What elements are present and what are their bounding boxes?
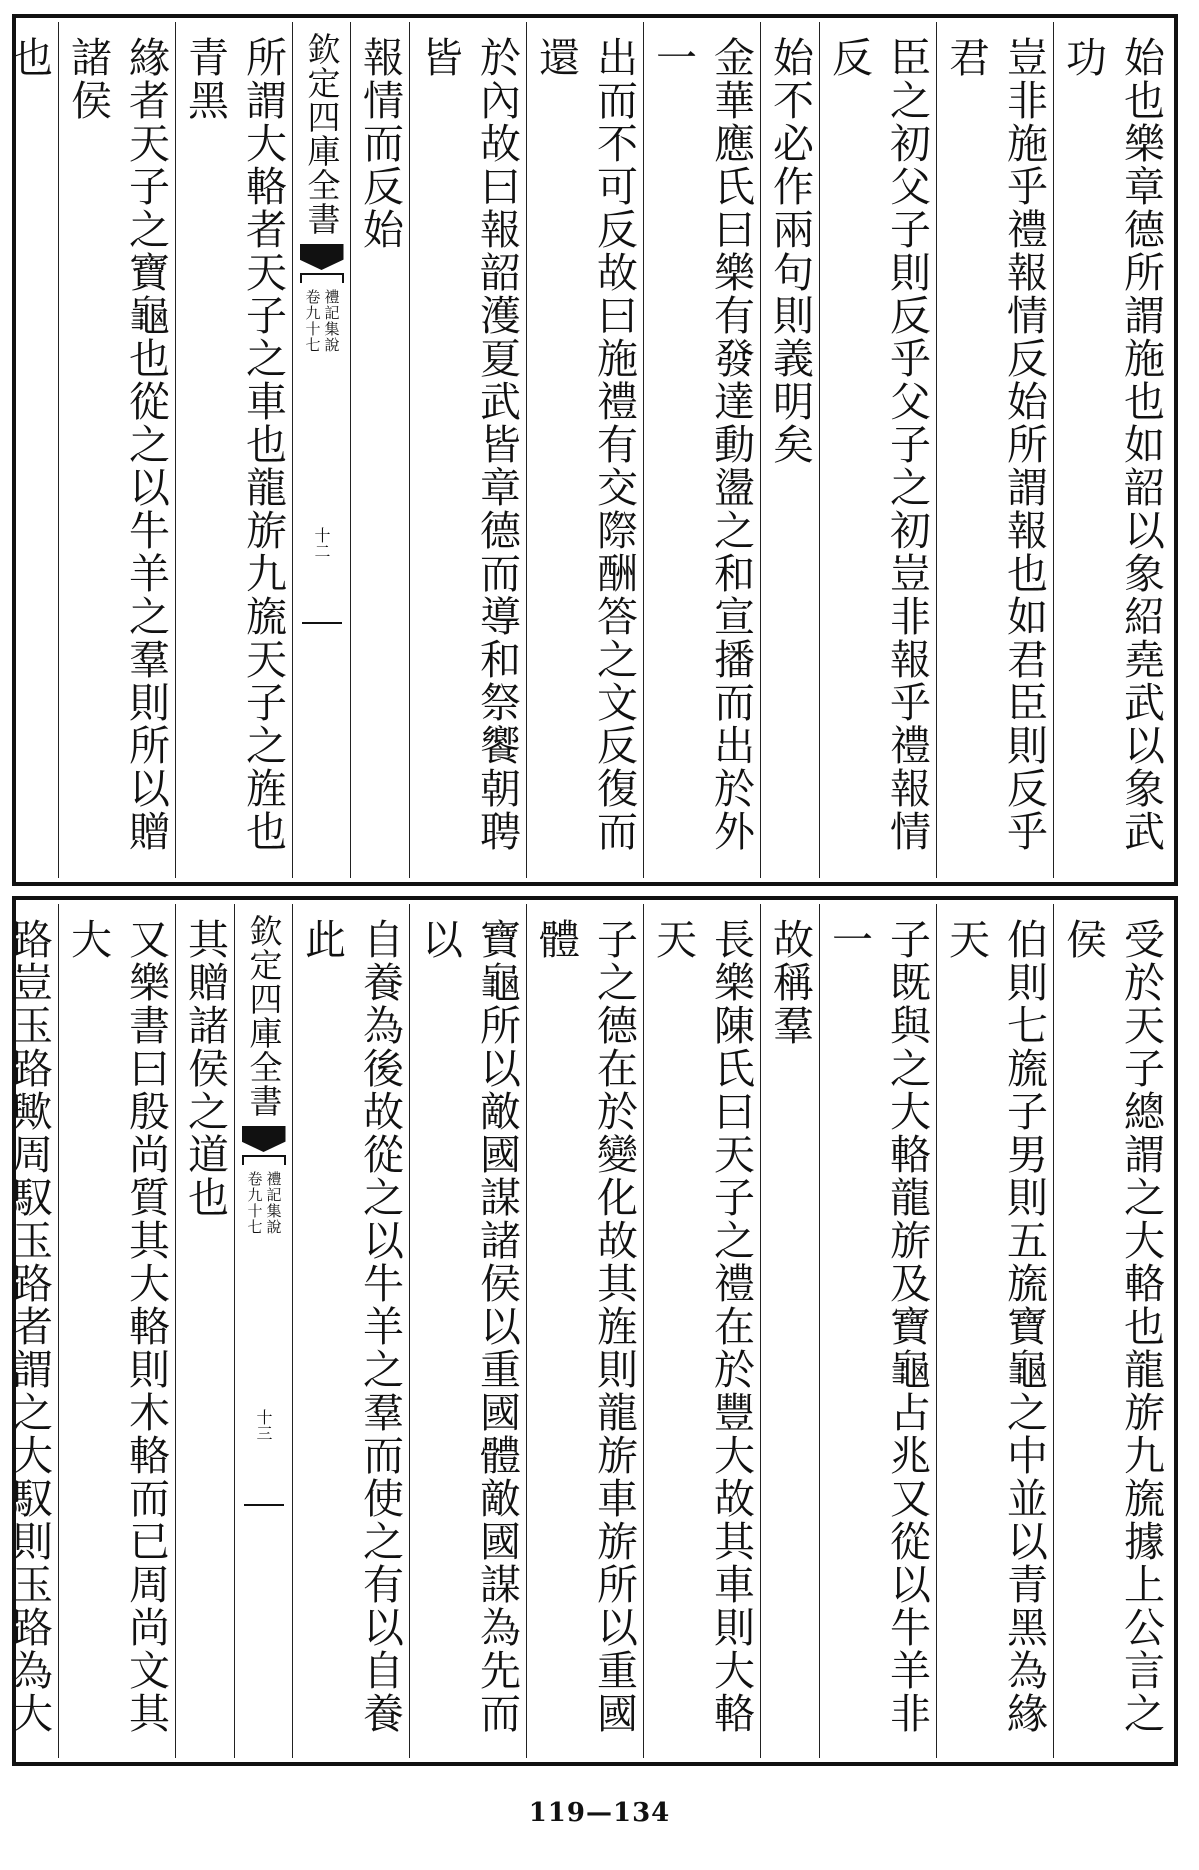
text-column: 豈非施乎禮報情反始所謂報也如君臣則反乎君	[936, 22, 1053, 878]
text-column: 故稱羣	[760, 904, 819, 1758]
text-column: 出而不可反故曰施禮有交際酬答之文反復而還	[526, 22, 643, 878]
text-column: 於內故曰報韶濩夏武皆章德而導和祭饗朝聘皆	[409, 22, 526, 878]
fish-tail-ornament	[300, 244, 344, 270]
text-column: 始也樂章德所謂施也如韶以象紹堯武以象武功	[1053, 22, 1170, 878]
text-column: 臣之初父子則反乎父子之初豈非報乎禮報情反	[819, 22, 936, 878]
text-column: 所謂大輅者天子之車也龍旂九旒天子之旌也青黑	[175, 22, 292, 878]
text-column: 伯則七旒子男則五旒寶龜之中並以青黑為緣天	[936, 904, 1053, 1758]
text-column: 始不必作兩句則義明矣	[760, 22, 819, 878]
spine-subtitle-block	[246, 1171, 282, 1235]
page-spine	[292, 22, 350, 878]
bottom-page	[5, 896, 1178, 1766]
top-page	[5, 14, 1178, 886]
text-column: 長樂陳氏曰天子之禮在於豐大故其車則大輅天	[643, 904, 760, 1758]
text-column: 金華應氏曰樂有發達動盪之和宣播而出於外一	[643, 22, 760, 878]
text-column: 報情而反始	[350, 22, 409, 878]
spine-page-number: 十二	[312, 527, 331, 559]
page-spine	[234, 904, 292, 1758]
spine-page-number: 十三	[254, 1409, 273, 1441]
text-column: 又樂書曰殷尚質其大輅則木輅而已周尚文其大	[58, 904, 175, 1758]
text-column: 自養為後故從之以牛羊之羣而使之有以自養此	[292, 904, 409, 1758]
fish-tail-ornament-lower	[242, 1155, 286, 1165]
spine-book-title: 欽定四庫全書	[244, 914, 284, 1118]
spine-volume: 卷九十七	[245, 1171, 264, 1235]
fish-tail-ornament-lower	[300, 273, 344, 283]
text-column: 子之德在於變化故其旌則龍旂車旂所以重國體	[526, 904, 643, 1758]
spine-sub-title: 禮記集說	[264, 1171, 283, 1235]
page-label: 119—134	[528, 1798, 671, 1828]
fish-tail-ornament	[242, 1126, 286, 1152]
text-column: 子既與之大輅龍旂及寶龜占兆又從以牛羊非一	[819, 904, 936, 1758]
top-columns	[5, 22, 1170, 878]
spine-sub-title: 禮記集說	[322, 289, 341, 353]
text-column: 受於天子總謂之大輅也龍旂九旒據上公言之侯	[1053, 904, 1170, 1758]
text-column: 緣者天子之寶龜也從之以牛羊之羣則所以贈諸侯	[58, 22, 175, 878]
text-column: 路豈玉路歟周馭玉路者謂之大馭則玉路為大	[0, 904, 58, 1758]
spine-divider	[302, 622, 342, 624]
spine-volume: 卷九十七	[303, 289, 322, 353]
text-column: 其贈諸侯之道也	[175, 904, 234, 1758]
spine-book-title: 欽定四庫全書	[302, 32, 342, 236]
spine-divider	[244, 1504, 284, 1506]
bottom-columns	[5, 904, 1170, 1758]
spine-subtitle-block	[304, 289, 340, 353]
text-column: 寶龜所以敵國謀諸侯以重國體敵國謀為先而以	[409, 904, 526, 1758]
text-column: 也	[0, 22, 58, 878]
